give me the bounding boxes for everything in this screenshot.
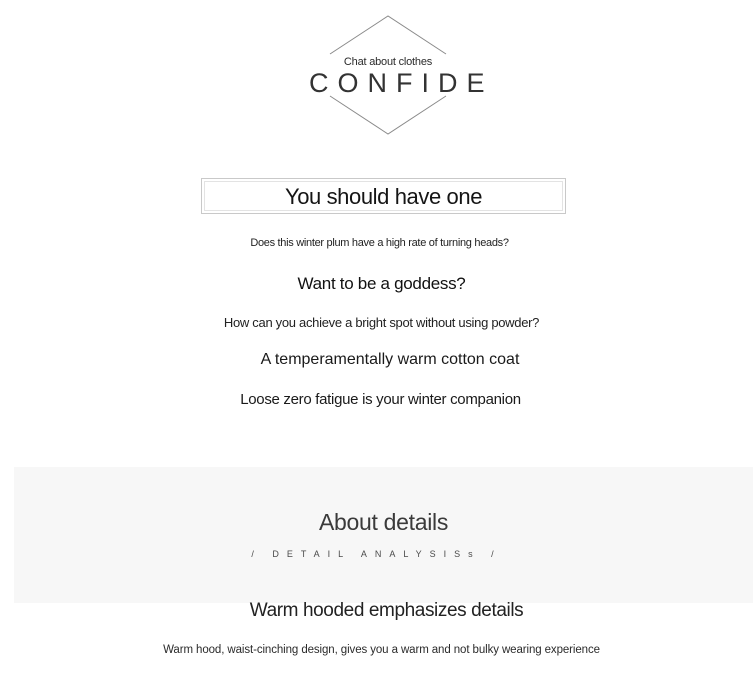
- statement-cotton-coat: A temperamentally warm cotton coat: [260, 351, 520, 368]
- details-panel: [14, 467, 753, 603]
- feature-description: Warm hood, waist-cinching design, gives you a warm and not bulky wearing experience: [163, 644, 600, 656]
- feature-heading: Warm hooded emphasizes details: [249, 600, 524, 621]
- confide-logo: [300, 14, 494, 136]
- section-title-frame: [201, 178, 566, 214]
- logo-wordmark: CONFIDE: [309, 68, 494, 98]
- question-bright-spot: How can you achieve a bright spot without using powder?: [223, 315, 540, 330]
- question-goddess: Want to be a goddess?: [297, 274, 466, 293]
- details-title: About details: [318, 509, 449, 535]
- section-title: You should have one: [284, 184, 483, 209]
- question-turning-heads: Does this winter plum have a high rate of turning heads?: [250, 237, 509, 249]
- details-subtitle: / DETAIL ANALYSISs /: [251, 549, 502, 559]
- statement-winter-companion: Loose zero fatigue is your winter companion: [240, 391, 521, 408]
- logo-tagline: Chat about clothes: [343, 56, 433, 68]
